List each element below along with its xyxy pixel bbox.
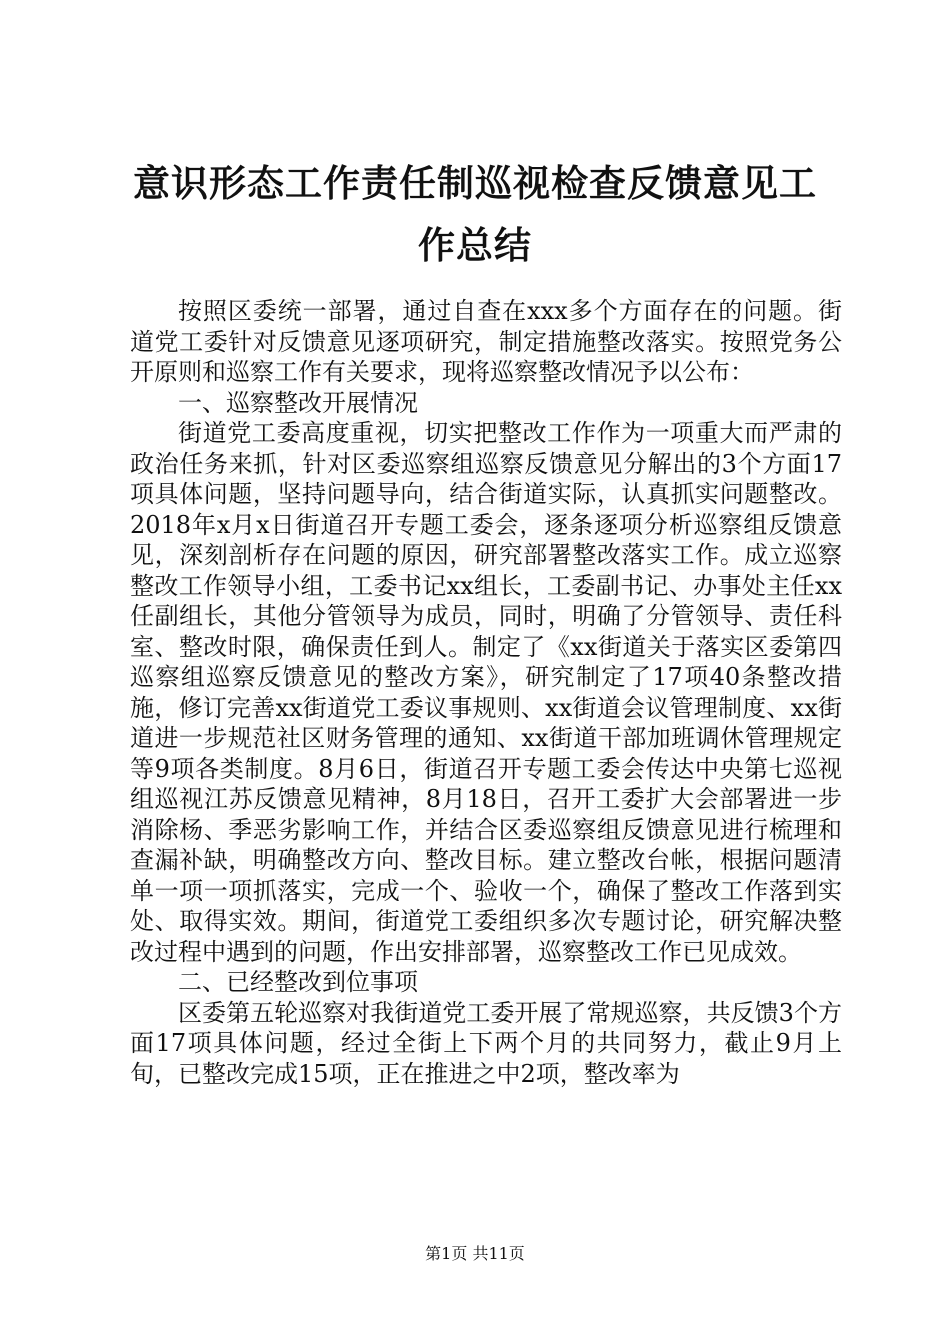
page-number-footer: 第1页 共11页: [425, 1244, 525, 1263]
section-heading-2: 二、已经整改到位事项: [178, 968, 418, 996]
document-title: 意识形态工作责任制巡视检查反馈意见工作总结: [133, 161, 817, 267]
intro-paragraph: 按照区委统一部署，通过自查在xxx多个方面存在的问题。街道党工委针对反馈意见逐项研究，制定措施整改落实。按照党务公开原则和巡察工作有关要求，现将巡察整改情况予以公布：: [130, 297, 842, 386]
section-heading-1: 一、巡察整改开展情况: [178, 388, 418, 417]
section-2-paragraph: 区委第五轮巡察对我街道党工委开展了常规巡察，共反馈3个方面17项具体问题，经过全街上下两个月的共同努力，截止9月上旬，已整改完成15项，正在推进之中2项，整改率为: [130, 998, 842, 1088]
document-body: [130, 296, 842, 1089]
section-1-paragraph: 街道党工委高度重视，切实把整改工作作为一项重大而严肃的政治任务来抓，针对区委巡察组巡察反馈意见分解出的3个方面17项具体问题，坚持问题导向，结合街道实际，认真抓实问题整改。2018年x月x日街道召开专题工委会，逐条逐项分析巡察组反馈意见，深刻剖析存在问题的原因，研究部署整改落实工作。成立巡察整改工作领导小组，工委书记xx组长，工委副书记、办事处主任xx任副组长，其他分管领导为成员，同时，明确了分管领导、责任科室、整改时限，确保责任到人。制定了《xx街道关于落实区委第四巡察组巡察反馈意见的整改方案》，研究制定了17项40条整改措施，修订完善xx街道党工委议事规则、xx街道会议管理制度、xx街道进一步规范社区财务管理的通知、xx街道干部加班调休管理规定等9项各类制度。8月6日，街道召开专题工委会传达中央第七巡视组巡视江苏反馈意见精神，8月18日，召开工委扩大会部署进一步消除杨、季恶劣影响工作，并结合区委巡察组反馈意见进行梳理和查漏补缺，明确整改方向、整改目标。建立整改台帐，根据问题清单一项一项抓落实，完成一个、验收一个，确保了整改工作落到实处、取得实效。期间，街道党工委组织多次专题讨论，研究解决整改过程中遇到的问题，作出安排部署，巡察整改工作已见成效。: [130, 419, 842, 966]
